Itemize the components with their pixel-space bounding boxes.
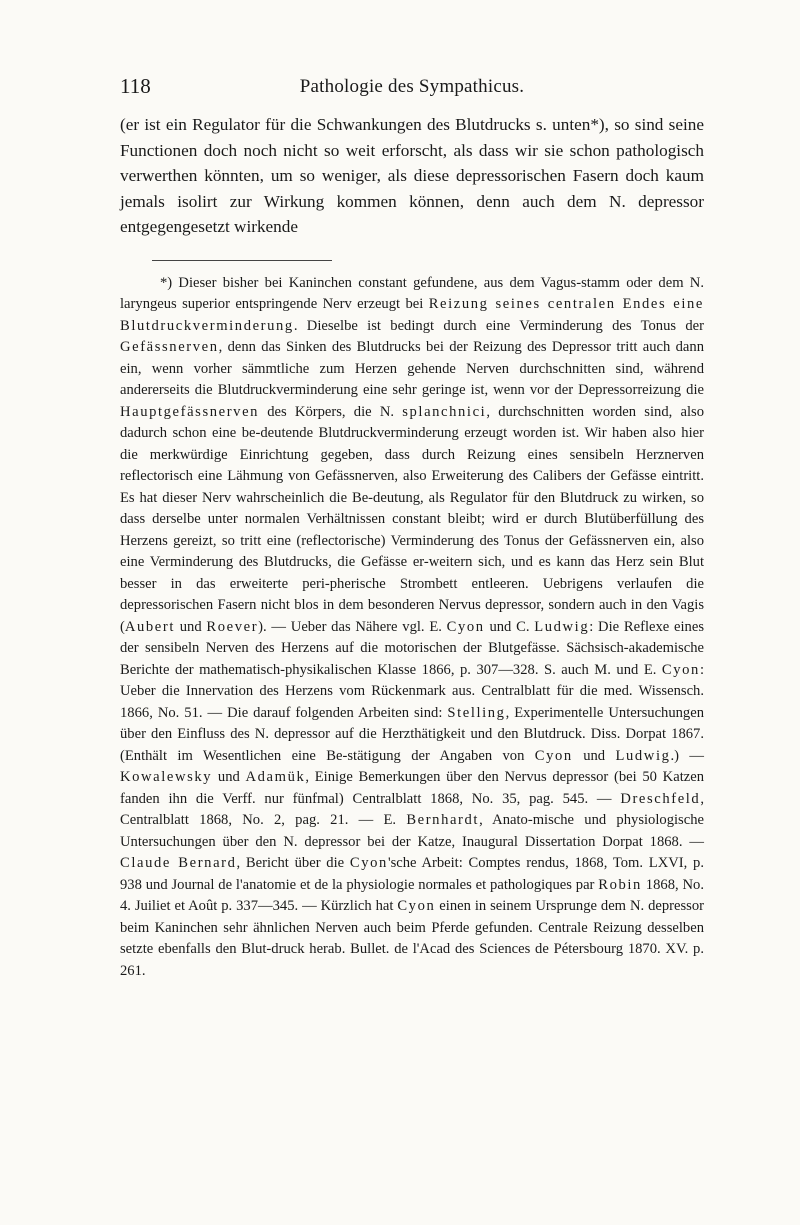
spaced-term: Reizung seines centralen Endes eine Blutdruckverminderung [120, 296, 704, 334]
footnote-text: des Körpers, die N. [259, 403, 403, 420]
footnote-text: 1868, No. 4. Juiliet et Août p. 337—345. — Kürzlich hat [120, 876, 704, 915]
spaced-term: Adamük [245, 769, 306, 786]
footnote-text: : Die Reflexe eines der sensibeln Nerven des Herzens auf die motorischen der Blutgefässe. Sächsisch-akademische Berichte der mathematisch-physikalischen Klasse 1866, p. 307—328. S. auch M. und E. [120, 618, 704, 678]
spaced-term: Aubert [124, 618, 175, 635]
page-header [120, 74, 704, 102]
footnote-text: 'sche Arbeit: Comptes rendus, 1868, Tom. LXVI, p. 938 und Journal de l'anatomie et de la physiologie normales et pathologiques par [120, 855, 704, 893]
spaced-term: Cyon [397, 898, 436, 915]
footnote-text: : Ueber die Innervation des Herzens vom Rückenmark aus. Centralblatt für die med. Wissensch. 1866, No. 51. — Die darauf folgenden Arbeiten sind: [120, 661, 704, 721]
footnote-text: *) Dieser bisher bei Kaninchen constant gefundene, aus dem Vagus-stamm oder dem N. laryngeus superior entspringende Nerv erzeugt bei [120, 274, 704, 313]
spaced-term: Cyon [349, 855, 388, 872]
spaced-term: Stelling [447, 704, 506, 721]
footnote-text: , Einige Bemerkungen über den Nervus depressor (bei 50 Katzen fanden ihn die Verff. nur fünfmal) Centralblatt 1868, No. 35, pag. 545. — [120, 769, 705, 807]
spaced-term: Cyon [534, 747, 573, 764]
spaced-term: Cyon [661, 661, 700, 678]
footnote-text: , durchschnitten worden sind, also dadurch schon eine be-deutende Blutdruckverminderung erzeugt worden ist. Wir haben also hier die merkwürdige Einrichtung gegeben, dass durch Reizung eines sensibeln Herznerven reflectorisch eine Lähmung von Gefässnerven, also Erweiterung des Calibers der Gefässe eintritt. Es hat dieser Nerv wahrscheinlich die Be-deutung, als Regulator für den Blutdruck zu wirken, so dass derselbe unter normalen Verhältnissen constant bleibt; wird er durch Blutüberfüllung des Herzens gereizt, so tritt eine (reflectorische) Verminderung des Tonus der Gefässnerven ein, also eine Verminderung des Blutdrucks, die Gefässe er-weitern sich, und es kann das Herz sein Blut besser in das erweiterte peri-pherische Strombett entleeren. Uebrigens verlaufen die depressorischen Fasern nicht blos in dem besonderen Nervus depressor, sondern auch in den Vagis ( [120, 403, 704, 635]
footnote-text: und [212, 769, 246, 786]
spaced-term: Ludwig [534, 618, 590, 635]
footnote-divider [152, 260, 332, 261]
footnote-text: und [175, 618, 207, 635]
spaced-term: Hauptgefässnerven [120, 403, 260, 420]
footnote-text: und [572, 747, 616, 764]
footnote-text: , Centralblatt 1868, No. 2, pag. 21. — E. [120, 790, 704, 829]
main-text: (er ist ein Regulator für die Schwankungen des Blutdrucks s. unten*), so sind seine Functionen doch noch nicht so weit erforscht, als dass wir sie schon pathologisch verwerthen könnten, um so weniger, als diese depressorischen Fasern doch kaum jemals isolirt zur Wirkung kommen können, denn auch dem N. depressor entgegengesetzt wirkende [120, 115, 704, 237]
spaced-term: Bernhardt [406, 812, 480, 829]
footnote-text: , Experimentelle Untersuchungen über den Einfluss des N. depressor auf die Herzthätigkeit und den Blutdruck. Diss. Dorpat 1867. (Enthält im Wesentlichen eine Be-stätigung der Angaben von [120, 704, 705, 764]
footnote-text: , denn das Sinken des Blutdrucks bei der Reizung des Depressor tritt auch dann ein, wenn vorher sämmtliche zum Herzen gehende Nerven durchschnitten sind, während andererseits die Blutdruckverminderung eine sehr geringe ist, wenn vor der Depressorreizung die [120, 339, 704, 399]
spaced-term: Ludwig [615, 747, 671, 764]
footnote [120, 273, 704, 983]
spaced-term: Dreschfeld [620, 790, 701, 807]
spaced-term: Roever [206, 618, 259, 635]
spaced-term: splanchnici [402, 403, 487, 420]
footnote-text: .) — [670, 747, 704, 764]
footnote-text: , Bericht über die [236, 855, 350, 872]
footnote-text: ). — Ueber das Nähere vgl. E. [258, 618, 447, 635]
footnote-text: , Anato-mische und physiologische Untersuchungen über den N. depressor bei der Katze, Inaugural Dissertation Dorpat 1868. — [120, 812, 704, 850]
footnote-text: . Dieselbe ist bedingt durch eine Verminderung des Tonus der [293, 317, 704, 334]
page-number: 118 [120, 74, 151, 98]
spaced-term: Robin [598, 876, 642, 893]
spaced-term: Gefässnerven [120, 339, 219, 356]
running-title: Pathologie des Sympathicus. [299, 76, 525, 97]
footnote-body [120, 275, 704, 979]
spaced-term: Cyon [446, 618, 485, 635]
spaced-term: Kowalewsky [120, 769, 213, 786]
footnote-text: einen in seinem Ursprunge dem N. depressor beim Kaninchen sehr ähnlichen Nerven auch beim Pferde gefunden. Centrale Reizung desselben setzte ebenfalls den Blut-druck herab. Bullet. de l'Acad des Sciences de Pétersbourg 1870. XV. p. 261. [120, 898, 705, 979]
footnote-text: und C. [484, 618, 535, 635]
spaced-term: Claude Bernard [120, 855, 237, 872]
